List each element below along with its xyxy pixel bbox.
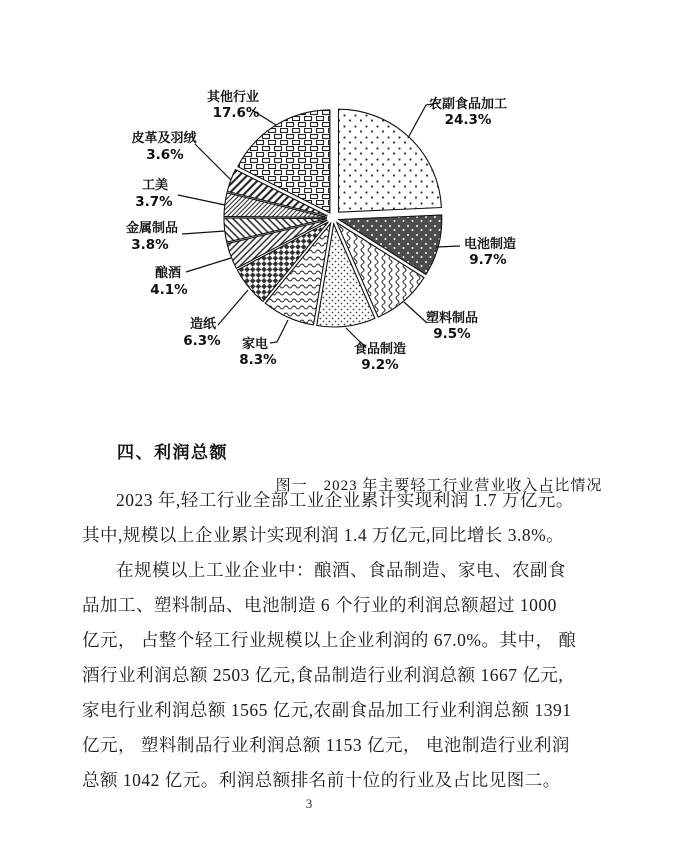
paragraph-line: 品加工、塑料制品、电池制造 6 个行业的利润总额超过 1000 (82, 595, 557, 615)
figure-caption: 图一 2023 年主要轻工行业营业收入占比情况 (275, 478, 603, 494)
leader-line (195, 144, 231, 180)
body-text (82, 483, 597, 798)
slice-name-label: 食品制造 (353, 342, 407, 357)
pie-chart (100, 80, 580, 392)
slice-percent-label: 9.2% (361, 357, 399, 373)
slice-percent-label: 9.5% (433, 326, 471, 342)
paragraph-line: 亿元， 塑料制品行业利润总额 1153 亿元， 电池制造行业利润 (82, 735, 570, 755)
leader-line (436, 246, 460, 247)
slice-name-label: 塑料制品 (425, 311, 479, 326)
pie-wedges (224, 109, 442, 327)
slice-percent-label: 24.3% (444, 112, 492, 128)
leader-line (404, 302, 427, 323)
slice-name-label: 家电 (241, 337, 269, 352)
leader-line (182, 231, 225, 234)
section-heading: 四、利润总额 (117, 443, 228, 463)
slice-percent-label: 3.6% (146, 147, 184, 163)
slice-name-label: 造纸 (189, 317, 217, 332)
slice-name-label: 工美 (141, 178, 169, 193)
slice-name-label: 电池制造 (463, 237, 517, 252)
slice-percent-label: 9.7% (469, 252, 507, 268)
leader-line (178, 195, 225, 205)
paragraph-line: 酒行业利润总额 2503 亿元,食品制造行业利润总额 1667 亿元, (82, 665, 564, 685)
slice-name-label: 金属制品 (125, 221, 179, 236)
slice-percent-label: 8.3% (239, 352, 277, 368)
paragraph-line: 家电行业利润总额 1565 亿元,农副食品加工行业利润总额 1391 (82, 700, 572, 720)
slice-percent-label: 3.7% (135, 194, 173, 210)
leader-line (270, 320, 288, 343)
pie-slice (339, 109, 442, 212)
leader-line (218, 290, 248, 325)
page-number: 3 (305, 796, 313, 811)
slice-name-label: 酿酒 (154, 266, 182, 281)
slice-name-label: 皮革及羽绒 (131, 131, 197, 146)
paragraph-line: 总额 1042 亿元。利润总额排名前十位的行业及占比见图二。 (82, 770, 561, 790)
slice-percent-label: 4.1% (150, 282, 188, 298)
slice-name-label: 其他行业 (206, 90, 260, 105)
paragraph-line: 2023 年,轻工行业全部工业企业累计实现利润 1.7 万亿元。 (116, 490, 574, 510)
paragraph-line: 亿元， 占整个轻工行业规模以上企业利润的 67.0%。其中， 酿 (82, 630, 577, 650)
leader-line (186, 258, 231, 272)
slice-percent-label: 17.6% (212, 105, 260, 121)
slice-name-label: 农副食品加工 (428, 97, 508, 112)
slice-percent-label: 6.3% (183, 333, 221, 349)
paragraph-line: 其中,规模以上企业累计实现利润 1.4 万亿元,同比增长 3.8%。 (82, 525, 565, 545)
slice-percent-label: 3.8% (131, 237, 169, 253)
paragraph-line: 在规模以上工业企业中：酿酒、食品制造、家电、农副食 (116, 560, 566, 580)
